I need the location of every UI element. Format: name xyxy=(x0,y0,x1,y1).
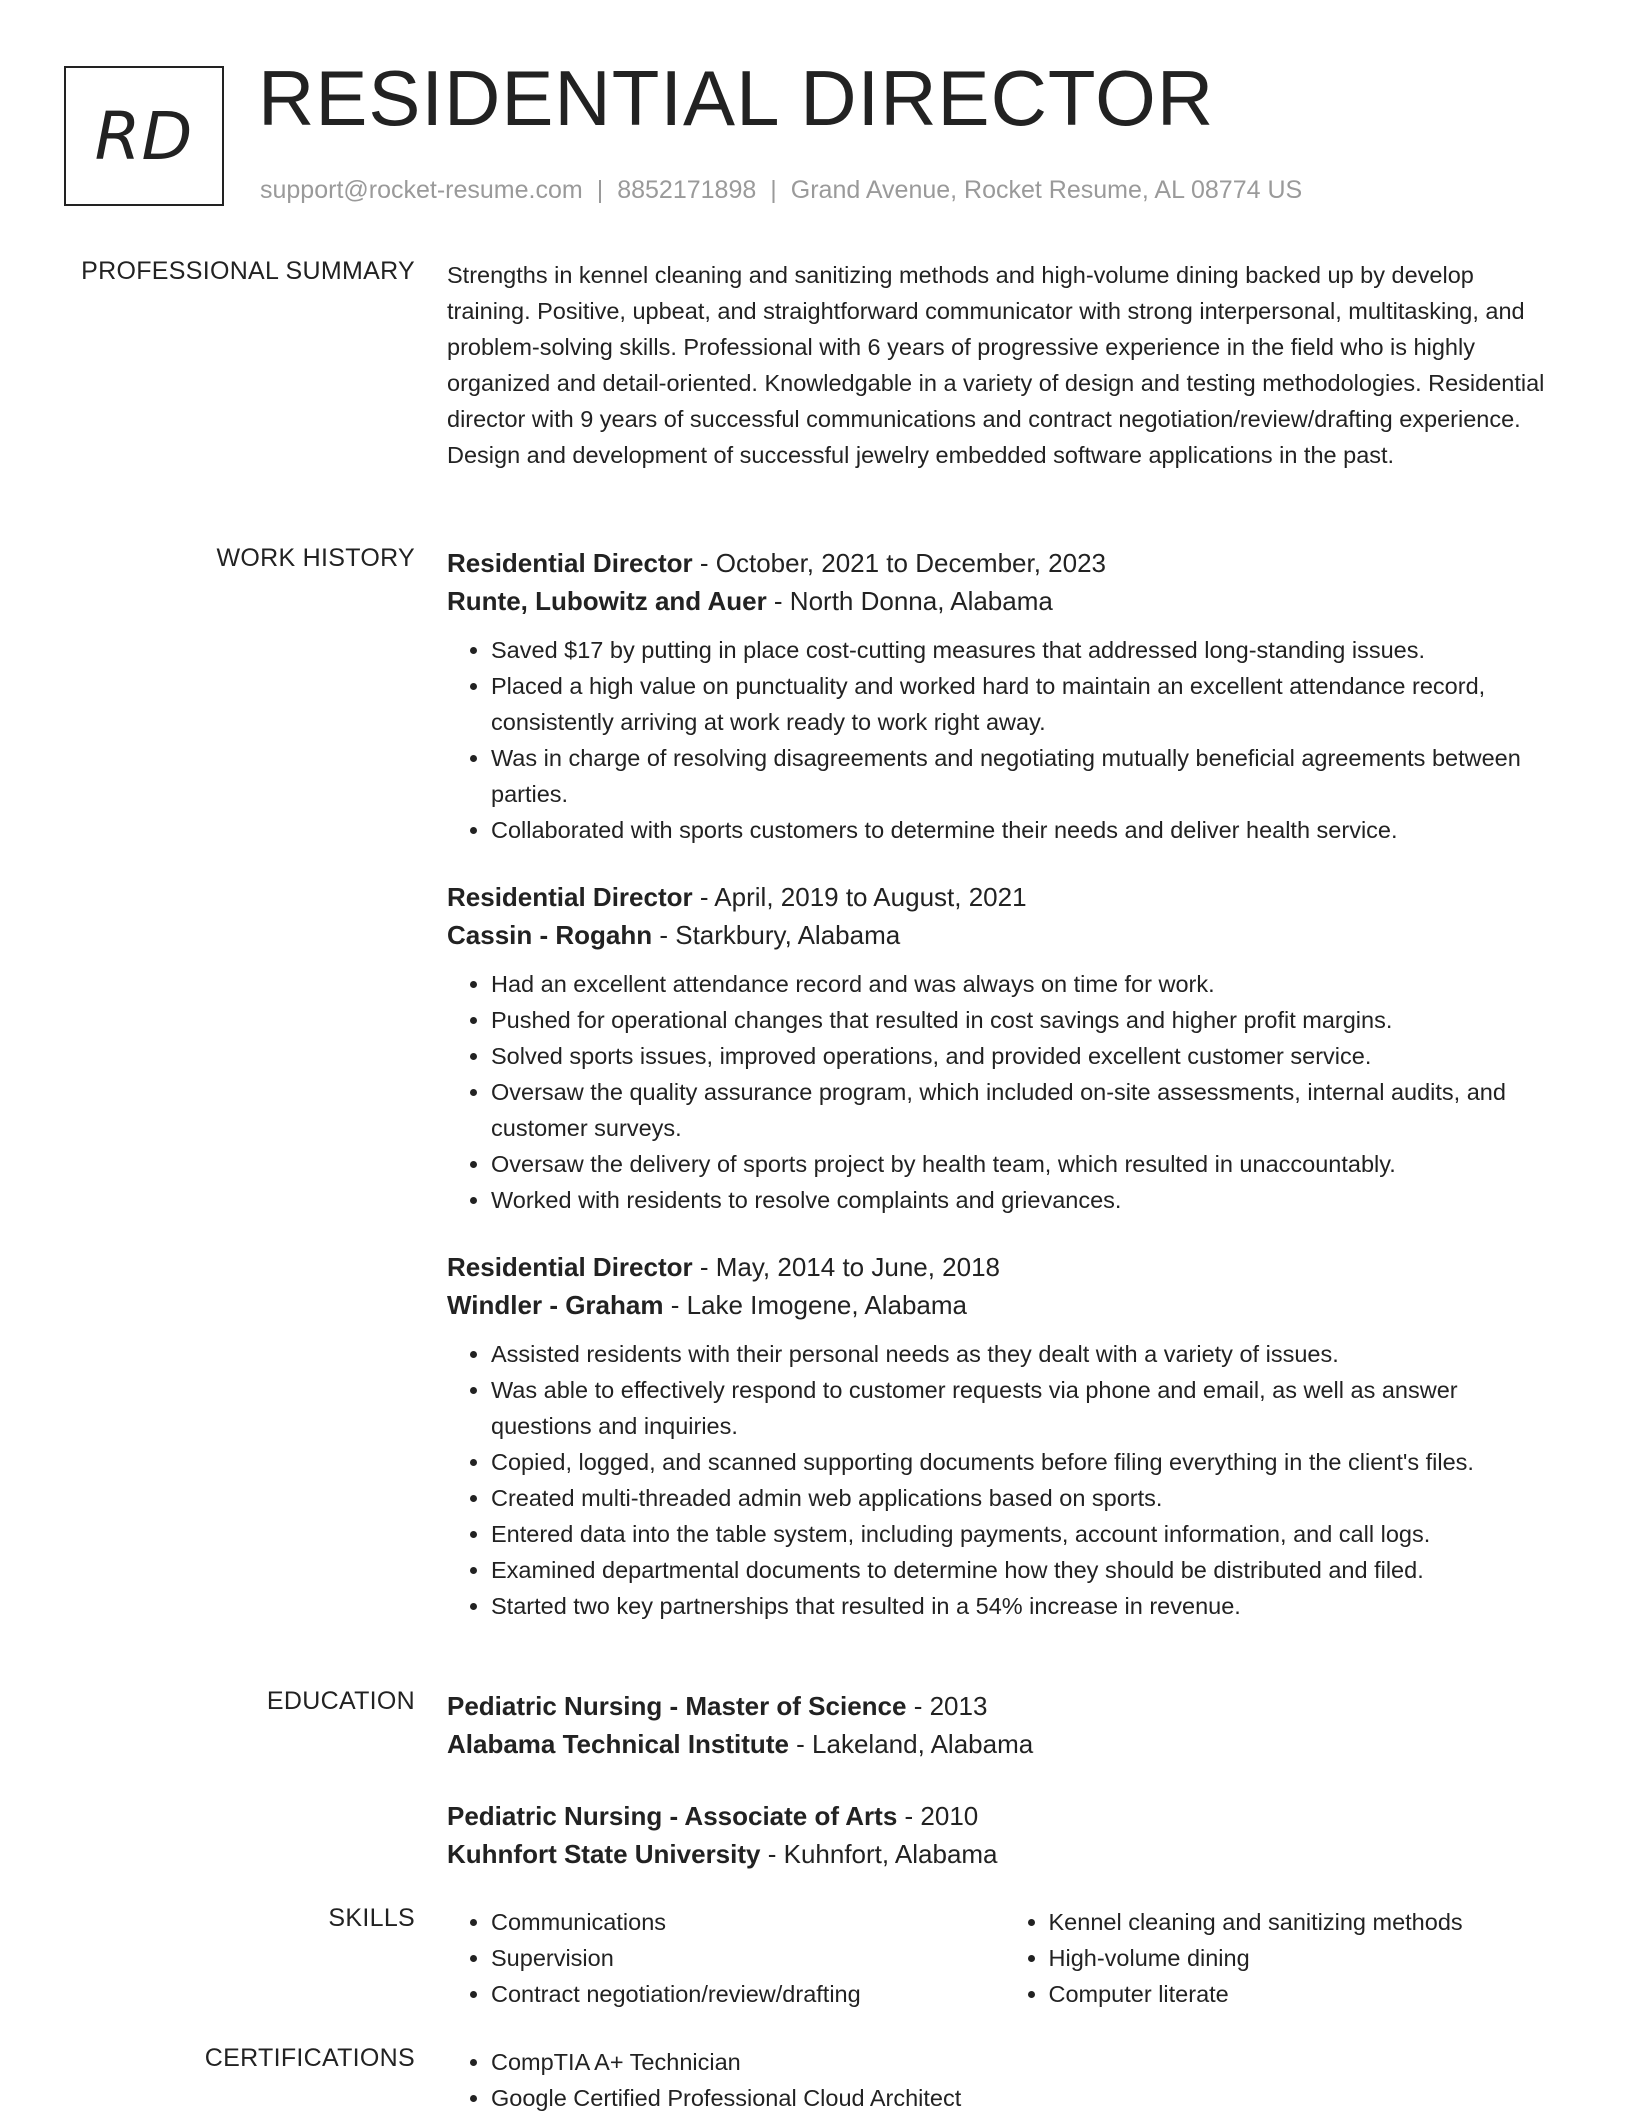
list-item: • Was in charge of resolving disagreements and negotiating mutually beneficial agreements between parties. xyxy=(491,740,1562,812)
education-location: - Kuhnfort, Alabama xyxy=(760,1839,998,1869)
list-item: • Oversaw the quality assurance program, which included on-site assessments, internal audits, and customer surveys. xyxy=(491,1074,1562,1146)
job-dates: - October, 2021 to December, 2023 xyxy=(692,548,1106,578)
list-item: • Solved sports issues, improved operations, and provided excellent customer service. xyxy=(491,1038,1562,1074)
list-item: • Placed a high value on punctuality and worked hard to maintain an excellent attendance record, consistently arriving at work ready to work right away. xyxy=(491,668,1562,740)
list-item: • Pushed for operational changes that resulted in cost savings and higher profit margins. xyxy=(491,1002,1562,1038)
job-location: - Lake Imogene, Alabama xyxy=(663,1290,967,1320)
job-company-line xyxy=(447,1286,1562,1324)
candidate-name: RESIDENTIAL DIRECTOR xyxy=(258,54,1215,142)
job-company-line xyxy=(447,916,1562,954)
education-school: Alabama Technical Institute xyxy=(447,1729,789,1759)
summary-text: Strengths in kennel cleaning and sanitizing methods and high-volume dining backed up by develop training. Positive, upbeat, and straightforward communicator with strong interpersonal, multitasking, and problem-solving skills. Professional with 6 years of progressive experience in the field who is highly organized and detail-oriented. Knowledgable in a variety of design and testing methodologies. Residential director with 9 years of successful communications and contract negotiation/review/drafting experience. Design and development of successful jewelry embedded software applications in the past. xyxy=(447,262,1545,468)
list-item: • Started two key partnerships that resulted in a 54% increase in revenue. xyxy=(491,1588,1562,1624)
list-item: • Contract negotiation/review/drafting xyxy=(491,1976,1005,2012)
contact-separator: | xyxy=(770,176,777,204)
job-entry xyxy=(447,544,1562,848)
job-title-line xyxy=(447,1248,1562,1286)
job-dates: - April, 2019 to August, 2021 xyxy=(692,882,1027,912)
certifications-body xyxy=(447,2044,1562,2116)
list-item: • CompTIA A+ Technician xyxy=(491,2044,1562,2080)
list-item: • Entered data into the table system, including payments, account information, and call logs. xyxy=(491,1516,1562,1552)
job-location: - North Donna, Alabama xyxy=(766,586,1053,616)
list-item: • Communications xyxy=(491,1904,1005,1940)
skills-list-right xyxy=(1005,1904,1563,2012)
education-school: Kuhnfort State University xyxy=(447,1839,761,1869)
job-location: - Starkbury, Alabama xyxy=(652,920,901,950)
education-school-line xyxy=(447,1725,1562,1763)
list-item: • Computer literate xyxy=(1049,1976,1563,2012)
job-company: Cassin - Rogahn xyxy=(447,920,653,950)
list-item: • Supervision xyxy=(491,1940,1005,1976)
contact-email[interactable]: support@rocket-resume.com xyxy=(260,176,583,204)
education-entry xyxy=(447,1797,1562,1873)
section-label-work: WORK HISTORY xyxy=(216,544,415,572)
monogram-badge xyxy=(64,66,224,206)
list-item: • Collaborated with sports customers to determine their needs and deliver health service. xyxy=(491,812,1562,848)
section-label-summary: PROFESSIONAL SUMMARY xyxy=(81,257,415,285)
education-year: - 2010 xyxy=(897,1801,979,1831)
contact-separator: | xyxy=(596,176,604,204)
list-item: • Copied, logged, and scanned supporting documents before filing everything in the client's files. xyxy=(491,1444,1562,1480)
section-label-certifications: CERTIFICATIONS xyxy=(204,2044,415,2072)
list-item: • Worked with residents to resolve complaints and grievances. xyxy=(491,1182,1562,1218)
list-item: • High-volume dining xyxy=(1049,1940,1563,1976)
list-item: • Assisted residents with their personal needs as they dealt with a variety of issues. xyxy=(491,1336,1562,1372)
work-history-body xyxy=(447,544,1562,1624)
skills-body xyxy=(447,1904,1562,2012)
contact-phone[interactable]: 8852171898 xyxy=(617,176,757,204)
certifications-list xyxy=(447,2044,1562,2116)
job-company: Windler - Graham xyxy=(447,1290,664,1320)
education-school-line xyxy=(447,1835,1562,1873)
monogram-initials: RD xyxy=(94,97,194,175)
list-item: • Kennel cleaning and sanitizing methods xyxy=(1049,1904,1563,1940)
job-title-line xyxy=(447,544,1562,582)
education-degree: Pediatric Nursing - Master of Science xyxy=(447,1691,907,1721)
education-degree-line xyxy=(447,1687,1562,1725)
education-degree-line xyxy=(447,1797,1562,1835)
education-degree: Pediatric Nursing - Associate of Arts xyxy=(447,1801,898,1831)
education-body xyxy=(447,1687,1562,1873)
section-label-education: EDUCATION xyxy=(266,1687,415,1715)
education-entry xyxy=(447,1687,1562,1763)
skills-list-left xyxy=(447,1904,1005,2012)
skills-columns xyxy=(447,1904,1562,2012)
contact-line xyxy=(260,176,1302,205)
education-location: - Lakeland, Alabama xyxy=(788,1729,1034,1759)
summary-body xyxy=(447,257,1562,473)
list-item: • Oversaw the delivery of sports project by health team, which resulted in unaccountably. xyxy=(491,1146,1562,1182)
job-company: Runte, Lubowitz and Auer xyxy=(447,586,767,616)
education-year: - 2013 xyxy=(906,1691,988,1721)
job-dates: - May, 2014 to June, 2018 xyxy=(692,1252,1001,1282)
job-company-line xyxy=(447,582,1562,620)
list-item: • Was able to effectively respond to customer requests via phone and email, as well as answer questions and inquiries. xyxy=(491,1372,1562,1444)
job-title-line xyxy=(447,878,1562,916)
job-title: Residential Director xyxy=(447,882,693,912)
job-title: Residential Director xyxy=(447,548,693,578)
job-entry xyxy=(447,1248,1562,1624)
list-item: • Saved $17 by putting in place cost-cutting measures that addressed long-standing issues. xyxy=(491,632,1562,668)
job-title: Residential Director xyxy=(447,1252,693,1282)
contact-address: Grand Avenue, Rocket Resume, AL 08774 US xyxy=(790,176,1303,204)
job-bullets xyxy=(447,632,1562,848)
list-item: • Created multi-threaded admin web applications based on sports. xyxy=(491,1480,1562,1516)
job-bullets xyxy=(447,966,1562,1218)
job-entry xyxy=(447,878,1562,1218)
list-item: • Had an excellent attendance record and was always on time for work. xyxy=(491,966,1562,1002)
section-label-skills: SKILLS xyxy=(328,1904,415,1932)
job-bullets xyxy=(447,1336,1562,1624)
list-item: • Examined departmental documents to determine how they should be distributed and filed. xyxy=(491,1552,1562,1588)
list-item: • Google Certified Professional Cloud Architect xyxy=(491,2080,1562,2116)
